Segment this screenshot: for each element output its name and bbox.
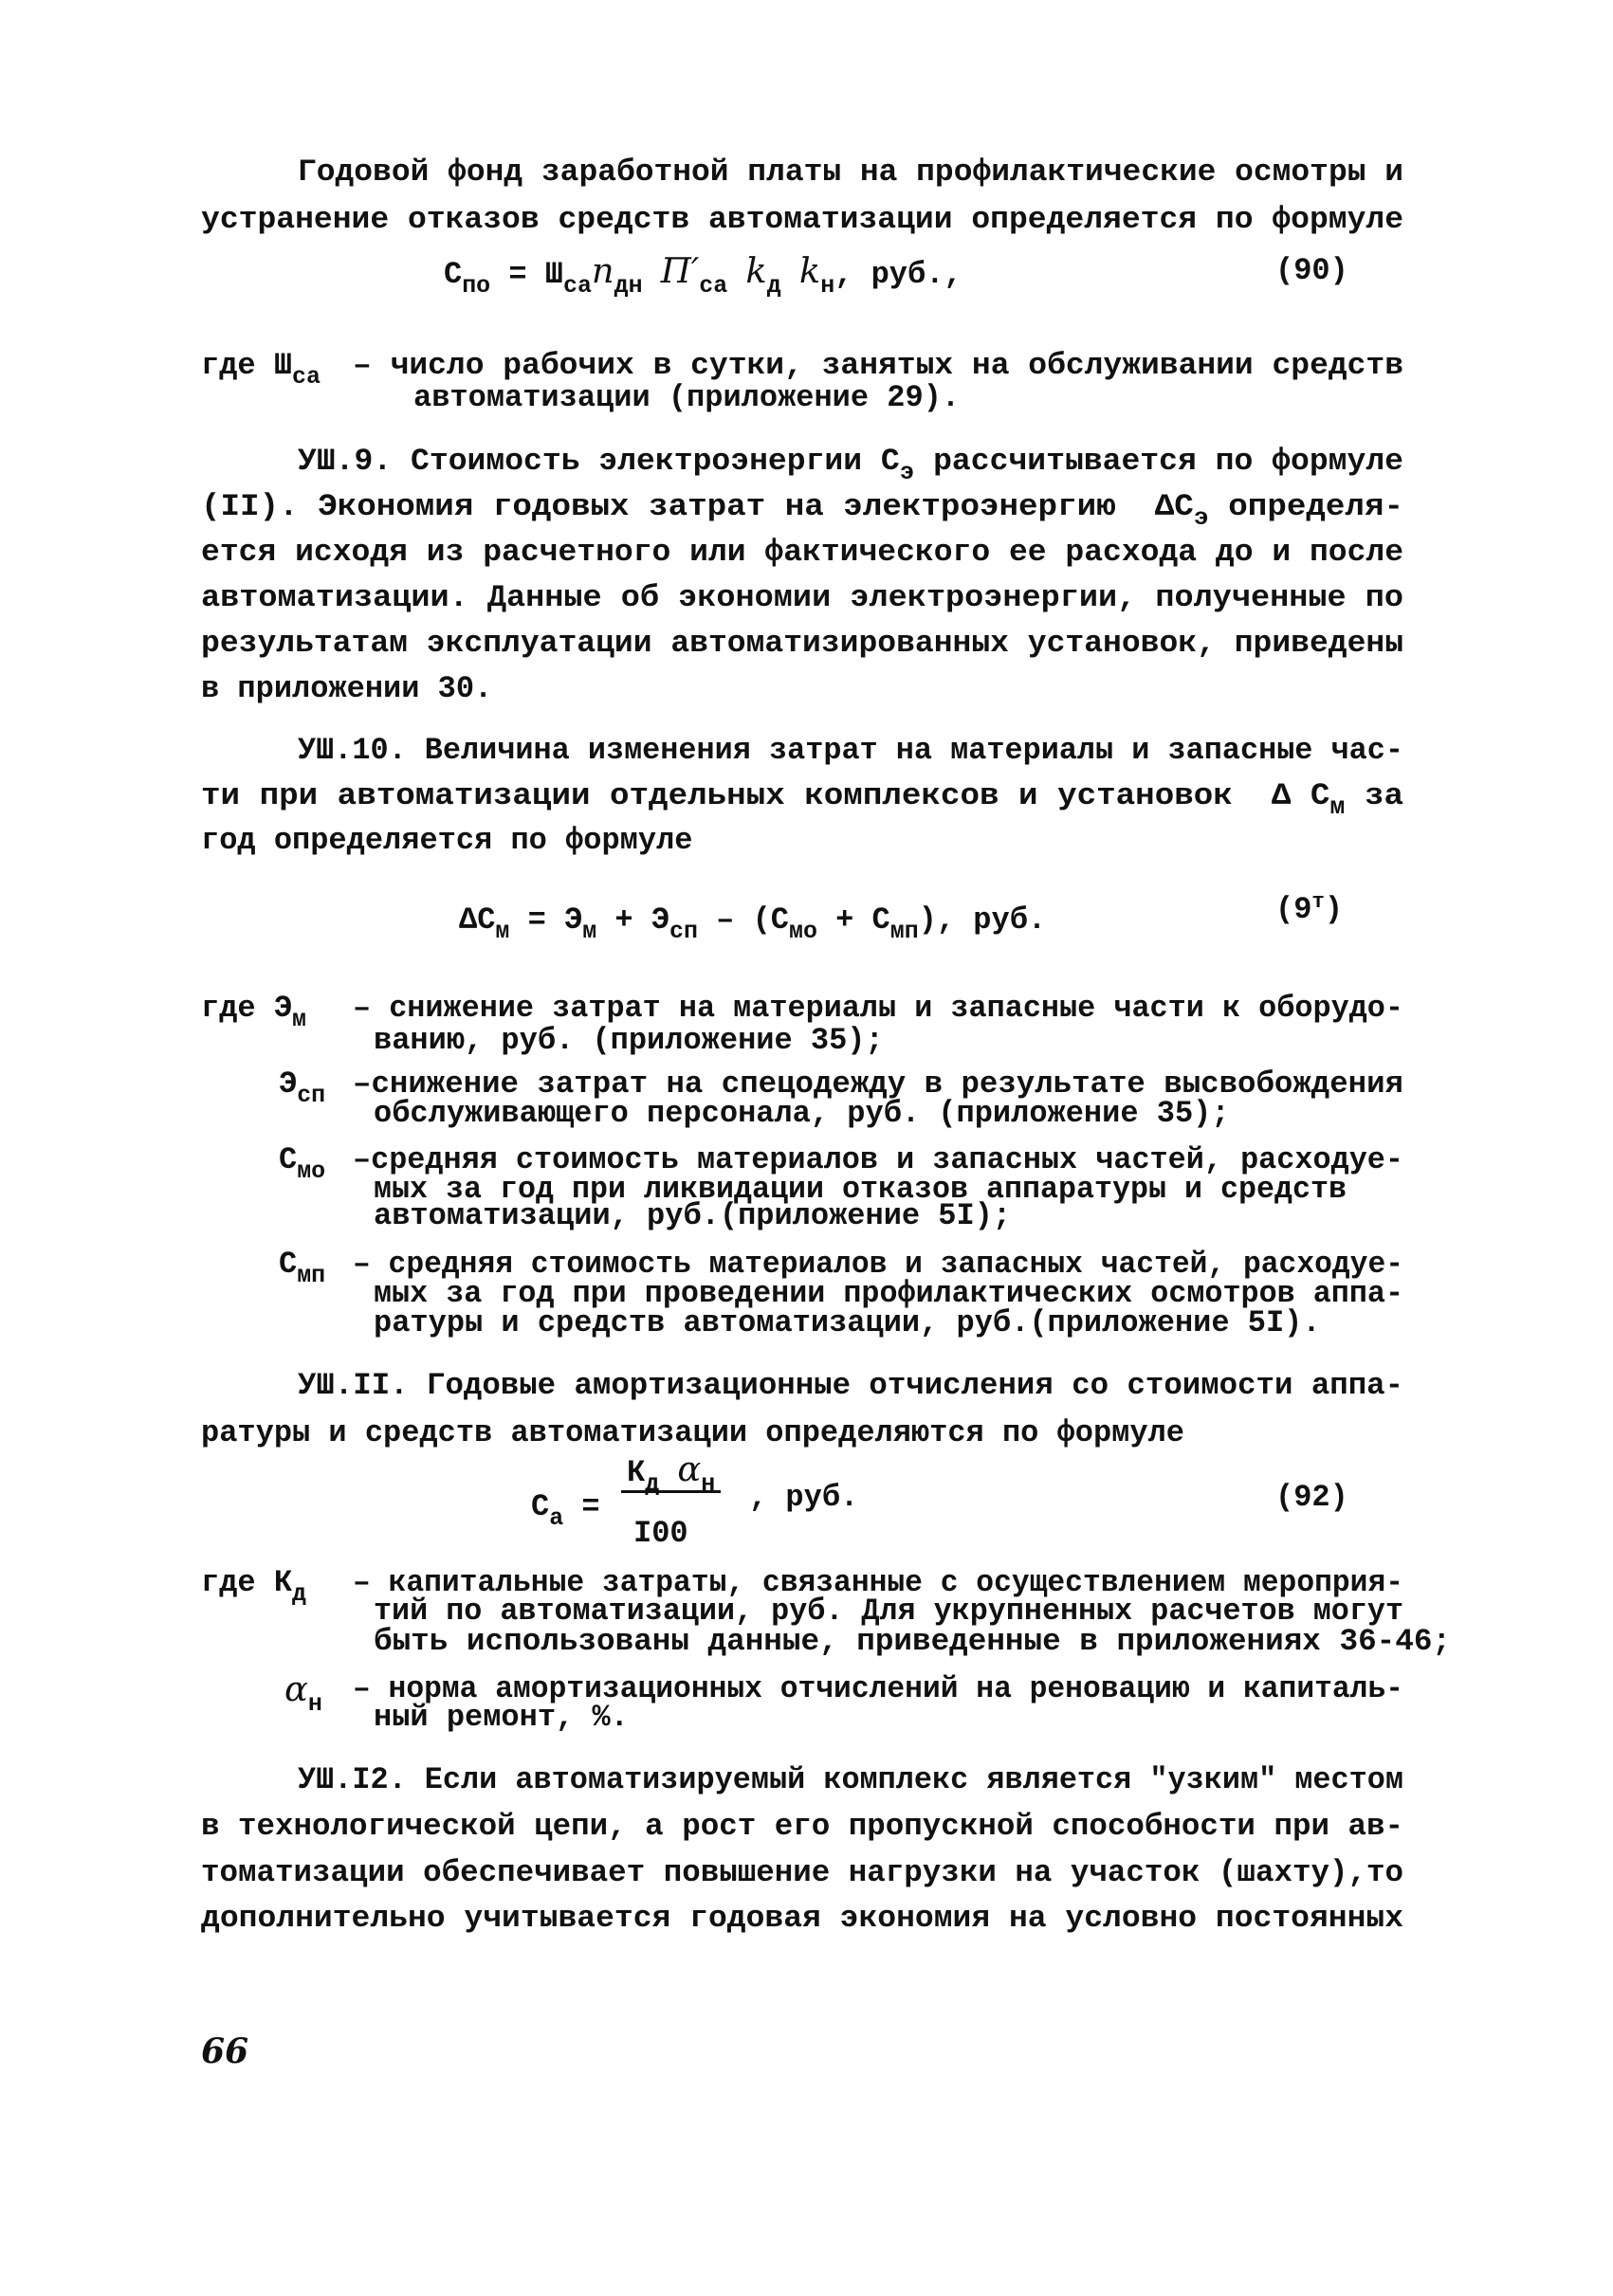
text: С <box>444 257 463 292</box>
text: ратуры и средств автоматизации определяются по формуле <box>201 1415 1184 1450</box>
text <box>727 257 745 292</box>
fraction-numerator <box>621 1449 721 1499</box>
text: УШ.I2. Если автоматизируемый комплекс является "узким" местом <box>298 1762 1403 1797</box>
text: = Ш <box>490 257 563 292</box>
text: мых за год при проведении профилактических осмотров аппа- <box>374 1276 1403 1311</box>
text-line <box>284 1668 322 1719</box>
text: автоматизации. Данные об экономии электроэнергии, полученные по <box>201 580 1404 615</box>
superscript: т <box>1311 888 1325 914</box>
subscript: дн <box>614 273 643 301</box>
subscript: мо <box>297 1158 326 1186</box>
text: ти при автоматизации отдельных комплексов и установок Δ С <box>201 778 1330 813</box>
text-line <box>1275 1481 1348 1515</box>
text: ный ремонт, %. <box>374 1700 629 1735</box>
text: Э <box>279 1066 298 1102</box>
text-line <box>374 1097 1230 1131</box>
text-line <box>201 672 492 706</box>
text: автоматизации, руб.(приложение 5I); <box>374 1198 1012 1233</box>
text: год определяется по формуле <box>201 823 693 858</box>
text-line <box>1275 888 1344 929</box>
subscript: мп <box>297 1263 326 1290</box>
text-line <box>201 1856 1403 1890</box>
text: где Ш <box>201 348 293 383</box>
text-line <box>201 627 1403 661</box>
text-line <box>201 536 1403 570</box>
math-symbol: п <box>591 250 614 291</box>
text-line <box>633 1517 688 1551</box>
text-line <box>374 1024 884 1058</box>
text: мых за год при ликвидации отказов аппаратуры и средств <box>374 1172 1347 1207</box>
text: , руб., <box>834 257 962 292</box>
math-symbol: α <box>284 1668 308 1709</box>
text-line <box>298 1369 1403 1403</box>
text-line <box>531 1489 600 1533</box>
text: ванию, руб. (приложение 35); <box>374 1023 884 1058</box>
subscript: д <box>292 1581 306 1609</box>
subscript: м <box>292 1007 306 1034</box>
text-line <box>298 1763 1403 1797</box>
text: + С <box>816 902 890 938</box>
text: УШ.II. Годовые амортизационные отчисления со стоимости аппа- <box>298 1368 1403 1403</box>
text: ) <box>1324 892 1344 927</box>
text-line <box>298 155 1403 190</box>
text: УШ.10. Величина изменения затрат на материалы и запасные час- <box>298 733 1403 768</box>
text: рассчитывается по формуле <box>914 444 1403 479</box>
text: = Э <box>509 902 583 938</box>
text-line <box>279 1247 326 1290</box>
text: устранение отказов средств автоматизации определяется по формуле <box>201 202 1403 237</box>
text: тий по автоматизации, руб. Для укрупненных расчетов могут <box>374 1594 1403 1629</box>
text: ется исходя из расчетного или фактического ее расхода до и после <box>201 535 1403 570</box>
text: , руб. <box>749 1480 859 1515</box>
text-line <box>201 1902 1403 1936</box>
text-line <box>201 991 306 1034</box>
text: ), руб. <box>918 902 1047 938</box>
text-line <box>459 902 1047 946</box>
text: (90) <box>1275 253 1348 288</box>
math-symbol: k <box>798 250 821 291</box>
text-line <box>621 1449 721 1499</box>
subscript: мо <box>788 919 817 946</box>
text: (9 <box>1275 892 1312 927</box>
subscript: сп <box>669 919 698 946</box>
text: ΔС <box>459 902 496 938</box>
text-line <box>201 824 692 858</box>
subscript: са <box>699 273 728 301</box>
text: С <box>279 1142 298 1177</box>
subscript: сп <box>297 1083 326 1110</box>
math-symbol: α <box>677 1449 702 1489</box>
text: (92) <box>1275 1480 1348 1515</box>
text: определя- <box>1208 489 1403 524</box>
subscript: д <box>645 1471 660 1499</box>
text-line <box>374 1199 1011 1233</box>
subscript: д <box>766 273 781 301</box>
text: где Э <box>201 991 293 1026</box>
text: К <box>627 1455 646 1490</box>
text: – (С <box>697 902 789 938</box>
subscript: са <box>292 364 321 392</box>
text: I00 <box>633 1516 688 1551</box>
text: – средняя стоимость материалов и запасных частей, расходуе- <box>353 1247 1403 1282</box>
subscript: н <box>307 1691 322 1719</box>
subscript: н <box>701 1471 716 1499</box>
text-line <box>413 381 960 415</box>
text: – число рабочих в сутки, занятых на обслуживании средств <box>353 348 1403 383</box>
text: быть использованы данные, приведенные в приложениях 36-46; <box>374 1624 1451 1659</box>
text-line <box>201 1810 1403 1844</box>
subscript: м <box>582 919 597 946</box>
subscript: м <box>1329 794 1346 822</box>
text <box>781 257 799 292</box>
text-line <box>374 1306 1321 1340</box>
subscript: н <box>820 273 835 301</box>
text-line <box>201 778 1403 822</box>
text-line <box>201 489 1403 533</box>
text: в технологической цепи, а рост его пропускной способности при ав- <box>201 1809 1403 1844</box>
page-number: 66 <box>201 2032 249 2071</box>
text: – снижение затрат на материалы и запасные части к оборудо- <box>353 991 1403 1026</box>
text-line <box>444 250 962 301</box>
text-line <box>353 349 1403 383</box>
text: + Э <box>596 902 669 938</box>
math-symbol: П′ <box>660 250 700 291</box>
text: за <box>1345 778 1403 813</box>
text: ратуры и средств автоматизации, руб.(приложение 5I). <box>374 1305 1321 1340</box>
text-line <box>374 1701 629 1735</box>
text-line <box>201 203 1403 237</box>
text: –средняя стоимость материалов и запасных частей, расходуе- <box>353 1142 1403 1177</box>
subscript: э <box>1193 505 1209 533</box>
text: С <box>531 1489 550 1524</box>
text: УШ.9. Стоимость электроэнергии С <box>298 444 900 479</box>
text-line <box>1275 254 1348 288</box>
subscript: а <box>549 1505 564 1533</box>
text: дополнительно учитывается годовая экономия на условно постоянных <box>201 1901 1403 1936</box>
text-line <box>749 1481 858 1515</box>
text: –снижение затрат на спецодежду в результате высвобождения <box>353 1066 1403 1102</box>
text: автоматизации (приложение 29). <box>413 380 961 415</box>
text: = <box>563 1489 600 1524</box>
text-line <box>279 1066 326 1110</box>
text-line <box>201 1565 306 1609</box>
subscript: са <box>562 273 592 301</box>
text-line <box>298 444 1403 487</box>
text: С <box>279 1247 298 1282</box>
subscript: по <box>462 273 491 301</box>
subscript: м <box>495 919 510 946</box>
text: где К <box>201 1565 293 1600</box>
text-line <box>298 734 1403 768</box>
text: – капитальные затраты, связанные с осуществлением мероприя- <box>353 1565 1403 1600</box>
text-line <box>374 1625 1451 1659</box>
text-line <box>201 581 1403 615</box>
text: Годовой фонд заработной платы на профилактические осмотры и <box>298 155 1403 190</box>
text-line <box>279 1142 326 1186</box>
text: – норма амортизационных отчислений на реновацию и капиталь- <box>353 1671 1403 1706</box>
text-line <box>201 1416 1184 1450</box>
math-symbol: k <box>745 250 767 291</box>
text: томатизации обеспечивает повышение нагрузки на участок (шахту),то <box>201 1855 1403 1890</box>
text: обслуживающего персонала, руб. (приложение 35); <box>374 1096 1230 1131</box>
text: (II). Экономия годовых затрат на электроэнергию ΔС <box>201 489 1194 524</box>
text-line <box>353 992 1403 1026</box>
text: результатам эксплуатации автоматизированных установок, приведены <box>201 626 1403 661</box>
text-line <box>201 348 321 392</box>
text: в приложении 30. <box>201 671 493 706</box>
subscript: э <box>899 460 915 487</box>
text <box>643 257 661 292</box>
text <box>659 1455 677 1490</box>
subscript: мп <box>889 919 919 946</box>
